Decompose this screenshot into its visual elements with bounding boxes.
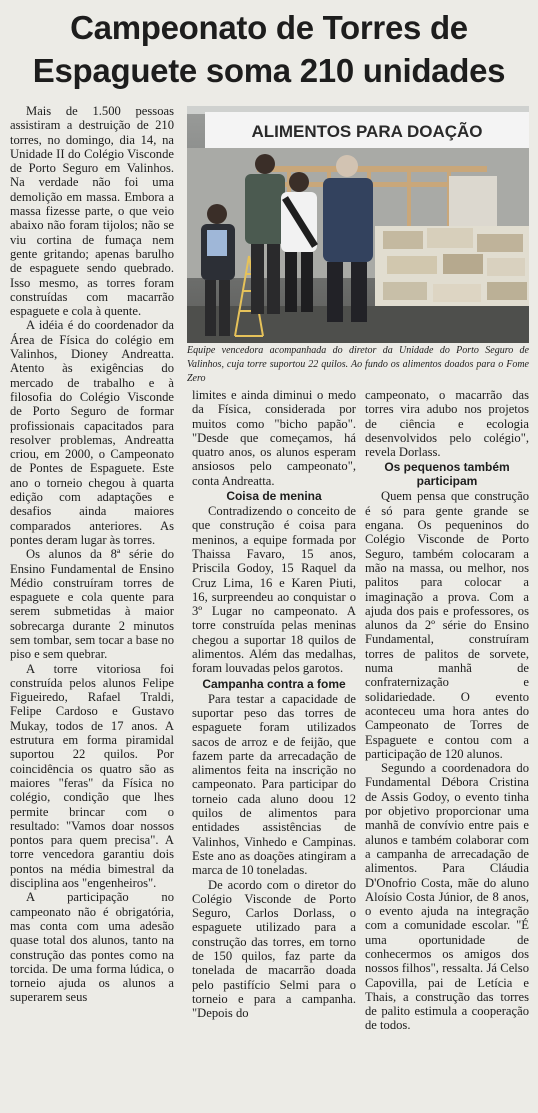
subheading: Os pequenos também participam	[384, 460, 510, 489]
photo-caption: Equipe vencedora acompanhada do diretor da Unidade do Porto Seguro de Valinhos, cuja torre suportou 22 quilos. Ao fundo os alimentos doados para o Fome Zero	[187, 345, 529, 384]
paragraph: A participação no campeonato não é obrigatória, mas conta com uma adesão quase total dos alunos, tanto na construção das pontes como na torcida. De uma forma lúdica, o torneio ajuda os alunos a superarem seus	[10, 890, 174, 1005]
subheading: Coisa de menina	[226, 489, 322, 504]
paragraph: Quem pensa que construção é só para gente grande se engana. Os pequeninos do Colégio Visconde de Porto Seguro, também colocaram a mão na massa, ou melhor, nos palitos para colocar a imaginação a prova. Com a ajuda dos pais e professores, os alunos da 2º série do Ensino Fundamental, construíram torres de palitos de sorvete, numa manhã de confraternização e solidariedade. O evento aconteceu uma hora antes do Campeonato de Torres de Espaguete e contou com a participação de 120 alunos.	[365, 489, 529, 761]
paragraph: Segundo a coordenadora do Fundamental Débora Cristina de Assis Godoy, o evento tinha por objetivo proporcionar uma manhã de convívio entre pais e alunos e também colaborar com a campanha de arrecadação de alimentos. Para Cláudia D'Onofrio Costa, mãe do aluno Aloísio Costa Júnior, de 8 anos, o evento ajuda na integração com a comunidade escolar. "É uma oportunidade de conhecermos os amigos dos nossos filhos", ressalta. Já Celso Capovilla, pai de Letícia e Thais, a construção das torres de palito estimula a cooperação de todos.	[365, 761, 529, 1033]
paragraph: De acordo com o diretor do Colégio Visconde de Porto Seguro, Carlos Dorlass, o espaguete utilizado para a construção das torres, em torno de 150 quilos, faz parte da tonelada de macarrão doada pelo pastifício Selmi para o torneio e para a campanha. "Depois do	[192, 877, 356, 1021]
paragraph: campeonato, o macarrão das torres vira adubo nos projetos de ciência e ecologia desenvolvidos pelo colégio", revela Dorlass.	[365, 388, 529, 460]
paragraph: Contradizendo o conceito de que construção é coisa para meninos, a equipe formada por Thaissa Favaro, 15 anos, Priscila Godoy, 15 Raquel da Cruz Lima, 16 e Karen Piuti, 16, surpreendeu ao conquistar o 3º Lugar no campeonato. A torre construída pelas meninas chegou a suportar 18 quilos de alimentos. Além das medalhas, foram louvadas pelos garotos.	[192, 504, 356, 676]
banner-text: ALIMENTOS PARA DOAÇÃO	[251, 122, 483, 141]
article-column-1	[10, 104, 174, 1005]
paragraph: Os alunos da 8ª série do Ensino Fundamental de Ensino Médio construíram torres de espaguete e cola quente para serem submetidas à maior sobrecarga durante 2 minutos sem tombar, sem tocar a base no piso e sem quebrar.	[10, 547, 174, 662]
paragraph: Para testar a capacidade de suportar peso das torres de espaguete foram utilizados sacos de arroz e de feijão, que fazem parte da arrecadação de alimentos feita na inscrição no campeonato. Para participar do torneio cada aluno doou 12 quilos de alimentos para entidades assistências de Valinhos, Vinhedo e Campinas. Este ano as doações atingiram a marca de 10 toneladas.	[192, 691, 356, 878]
headline-line-2: Espaguete soma 210 unidades	[32, 52, 506, 89]
paragraph: A idéia é do coordenador da Área de Física do colégio em Valinhos, Dioney Andreatta. Atento às exigências do mercado de trabalho e à filosofia do Colégio Visconde de Porto Seguro de formar profissionais capacitados para resolver problemas, Andreatta criou, em 2000, o Campeonato de Pontes de Espaguete. Este ano o torneio chegou à quarta edição com adaptações e desafios ainda maiores comparados anteriores. As pontes deram lugar às torres.	[10, 318, 174, 547]
photo-illustration	[187, 106, 529, 343]
subheading: Campanha contra a fome	[202, 676, 346, 691]
paragraph: A torre vitoriosa foi construída pelos alunos Felipe Figueiredo, Rafael Traldi, Felipe Cardoso e Gustavo Mukay, todos de 17 anos. A estrutura em forma piramidal suportou 22 quilos. Por coincidência os quatro são as maiores "feras" da Física no colégio, condição que lhes permite brincar com o resultado: "Vamos doar nossos pontos para quem precisa". A torre vencedora garantiu dois pontos na média bimestral da disciplina aos "engenheiros".	[10, 661, 174, 891]
food-sacks	[375, 226, 529, 316]
news-photo	[187, 106, 529, 343]
headline	[10, 6, 528, 92]
article-column-2	[192, 388, 356, 1020]
paragraph: limites e ainda diminui o medo da Física, considerada por muitos como "bicho papão". "Desde que começamos, há quatro anos, os alunos esperam ansiosos pelo campeonato", conta Andreatta.	[192, 388, 356, 488]
article-column-3	[365, 388, 529, 1033]
paragraph: Mais de 1.500 pessoas assistiram a destruição de 210 torres, no domingo, dia 14, na Unidade II do Colégio Visconde de Porto Seguro em Valinhos. Na verdade não foi uma demolição em massa. Embora a massa fizesse parte, o que veio abaixo não foram tijolos; não se viu cortina de fumaça nem gente gritando; apenas barulho de espaguete sendo quebrado. Isso mesmo, as torres foram construídas com macarrão espaguete e cola à quente.	[10, 104, 174, 319]
headline-line-1: Campeonato de Torres de	[70, 9, 468, 46]
